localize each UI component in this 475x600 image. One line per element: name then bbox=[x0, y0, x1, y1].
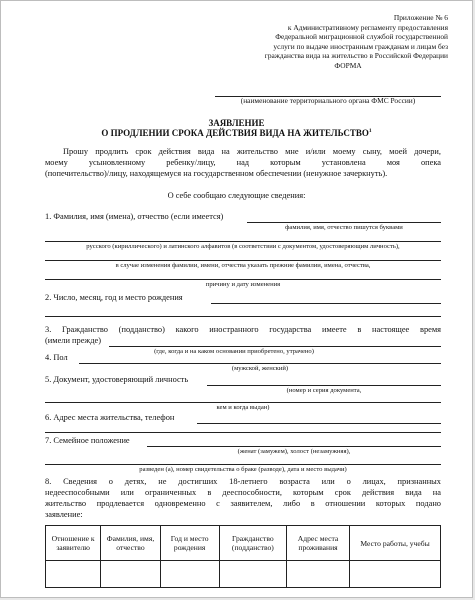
field-2-label: 2. Число, месяц, год и место рождения bbox=[45, 293, 183, 302]
appendix-header bbox=[208, 13, 448, 71]
field-8-text: заявление: bbox=[45, 510, 83, 519]
form-label: ФОРМА bbox=[334, 60, 362, 70]
children-table bbox=[45, 525, 441, 588]
field-7-input-line[interactable] bbox=[45, 464, 441, 465]
field-2-input-line[interactable] bbox=[45, 316, 441, 317]
table-cell[interactable] bbox=[350, 561, 441, 588]
table-cell[interactable] bbox=[286, 561, 349, 588]
field-1-caption: русского (кириллического) и латинского алфавитов (в соответствии с документом, удостоверяющим личность), bbox=[86, 243, 400, 250]
footnote-mark: 1 bbox=[368, 128, 372, 134]
request-line: (попечительство)/лицу, находящемуся на государственном обеспечении (ненужное зачеркнуть). bbox=[45, 169, 388, 178]
field-1-input-line[interactable] bbox=[45, 279, 441, 280]
field-3-label-cont: (имели прежде) bbox=[45, 336, 101, 345]
field-1-input-line[interactable] bbox=[45, 260, 441, 261]
field-1-caption: фамилия, имя, отчество пишутся буквами bbox=[285, 224, 403, 231]
table-row bbox=[46, 561, 441, 588]
appendix-line: к Административному регламенту предоставления bbox=[287, 22, 448, 32]
field-4-input-line[interactable] bbox=[79, 363, 441, 364]
field-7-caption: (женат (замужем), холост (незамужняя), bbox=[237, 448, 351, 455]
column-header: Место работы, учебы bbox=[350, 526, 441, 561]
field-5-input-line[interactable] bbox=[207, 385, 441, 386]
table-cell[interactable] bbox=[101, 561, 160, 588]
request-line: Прошу продлить срок действия вида на жительство мне и/или моему сыну, моей дочери, bbox=[63, 147, 441, 156]
request-line: моему усыновленному ребенку/лицу, над которым установлена моя опека bbox=[45, 158, 441, 167]
field-1-caption: в случае изменения фамилии, имени, отчества указать прежние фамилии, имена, отчества, bbox=[115, 262, 371, 269]
appendix-line: Федеральной миграционной службой государственной bbox=[275, 32, 448, 42]
field-3-input-line[interactable] bbox=[109, 346, 441, 347]
field-7-input-line[interactable] bbox=[147, 446, 441, 447]
field-5-caption: кем и когда выдан) bbox=[216, 404, 270, 411]
field-8-text: 8. Сведения о детях, не достигших 18-летнего возраста или о лицах, признанных bbox=[45, 477, 441, 486]
field-8-text: жительство продлевается одновременно с заявителем, либо в отношении которых подано bbox=[45, 499, 441, 508]
field-6-input-line[interactable] bbox=[197, 423, 441, 424]
field-7-label: 7. Семейное положение bbox=[45, 436, 130, 445]
column-header: Отношение к заявителю bbox=[46, 526, 101, 561]
column-header: Год и место рождения bbox=[160, 526, 219, 561]
about-self-heading: О себе сообщаю следующие сведения: bbox=[167, 191, 306, 200]
table-header-row bbox=[46, 526, 441, 561]
field-6-label: 6. Адрес места жительства, телефон bbox=[45, 413, 175, 422]
table-cell[interactable] bbox=[219, 561, 286, 588]
table-cell[interactable] bbox=[46, 561, 101, 588]
field-8-text: недееспособными или ограниченных в дееспособности, которым срок действия вида на bbox=[45, 488, 441, 497]
field-5-label: 5. Документ, удостоверяющий личность bbox=[45, 375, 189, 384]
field-1-label: 1. Фамилия, имя (имена), отчество (если имеется) bbox=[45, 212, 224, 221]
appendix-line: услуги по выдаче иностранным гражданам и лицам без bbox=[273, 41, 448, 51]
field-1-input-line[interactable] bbox=[45, 241, 441, 242]
field-1-caption: причину и дату изменения bbox=[205, 281, 281, 288]
appendix-line: гражданства вида на жительство в Российской Федерации bbox=[264, 51, 448, 61]
field-5-input-line[interactable] bbox=[45, 402, 441, 403]
field-5-caption: (номер и серия документа, bbox=[286, 387, 362, 394]
document-title: ЗАЯВЛЕНИЕ bbox=[208, 118, 265, 128]
appendix-number: Приложение № 6 bbox=[393, 13, 448, 22]
field-6-input-line[interactable] bbox=[45, 432, 441, 433]
field-4-caption: (мужской, женский) bbox=[231, 365, 289, 372]
field-1-input-line[interactable] bbox=[247, 222, 441, 223]
column-header: Адрес места проживания bbox=[286, 526, 349, 561]
field-4-label: 4. Пол bbox=[45, 353, 68, 362]
column-header: Фамилия, имя, отчество bbox=[101, 526, 160, 561]
field-2-input-line[interactable] bbox=[211, 303, 441, 304]
column-header: Гражданство (подданство) bbox=[219, 526, 286, 561]
field-7-caption: разведен (а), номер свидетельства о браке (разводе), дата и место выдачи) bbox=[139, 466, 347, 473]
authority-caption: (наименование территориального органа ФМС России) bbox=[240, 96, 416, 105]
field-3-caption: (где, когда и на каком основании приобретено, утрачено) bbox=[154, 348, 314, 355]
document-subtitle: О ПРОДЛЕНИИ СРОКА ДЕЙСТВИЯ ВИДА НА ЖИТЕЛЬСТВО$^1$ bbox=[101, 128, 372, 138]
field-3-label: 3. Гражданство (подданство) какого иностранного государства имеете в настоящее время bbox=[45, 325, 441, 334]
table-cell[interactable] bbox=[160, 561, 219, 588]
